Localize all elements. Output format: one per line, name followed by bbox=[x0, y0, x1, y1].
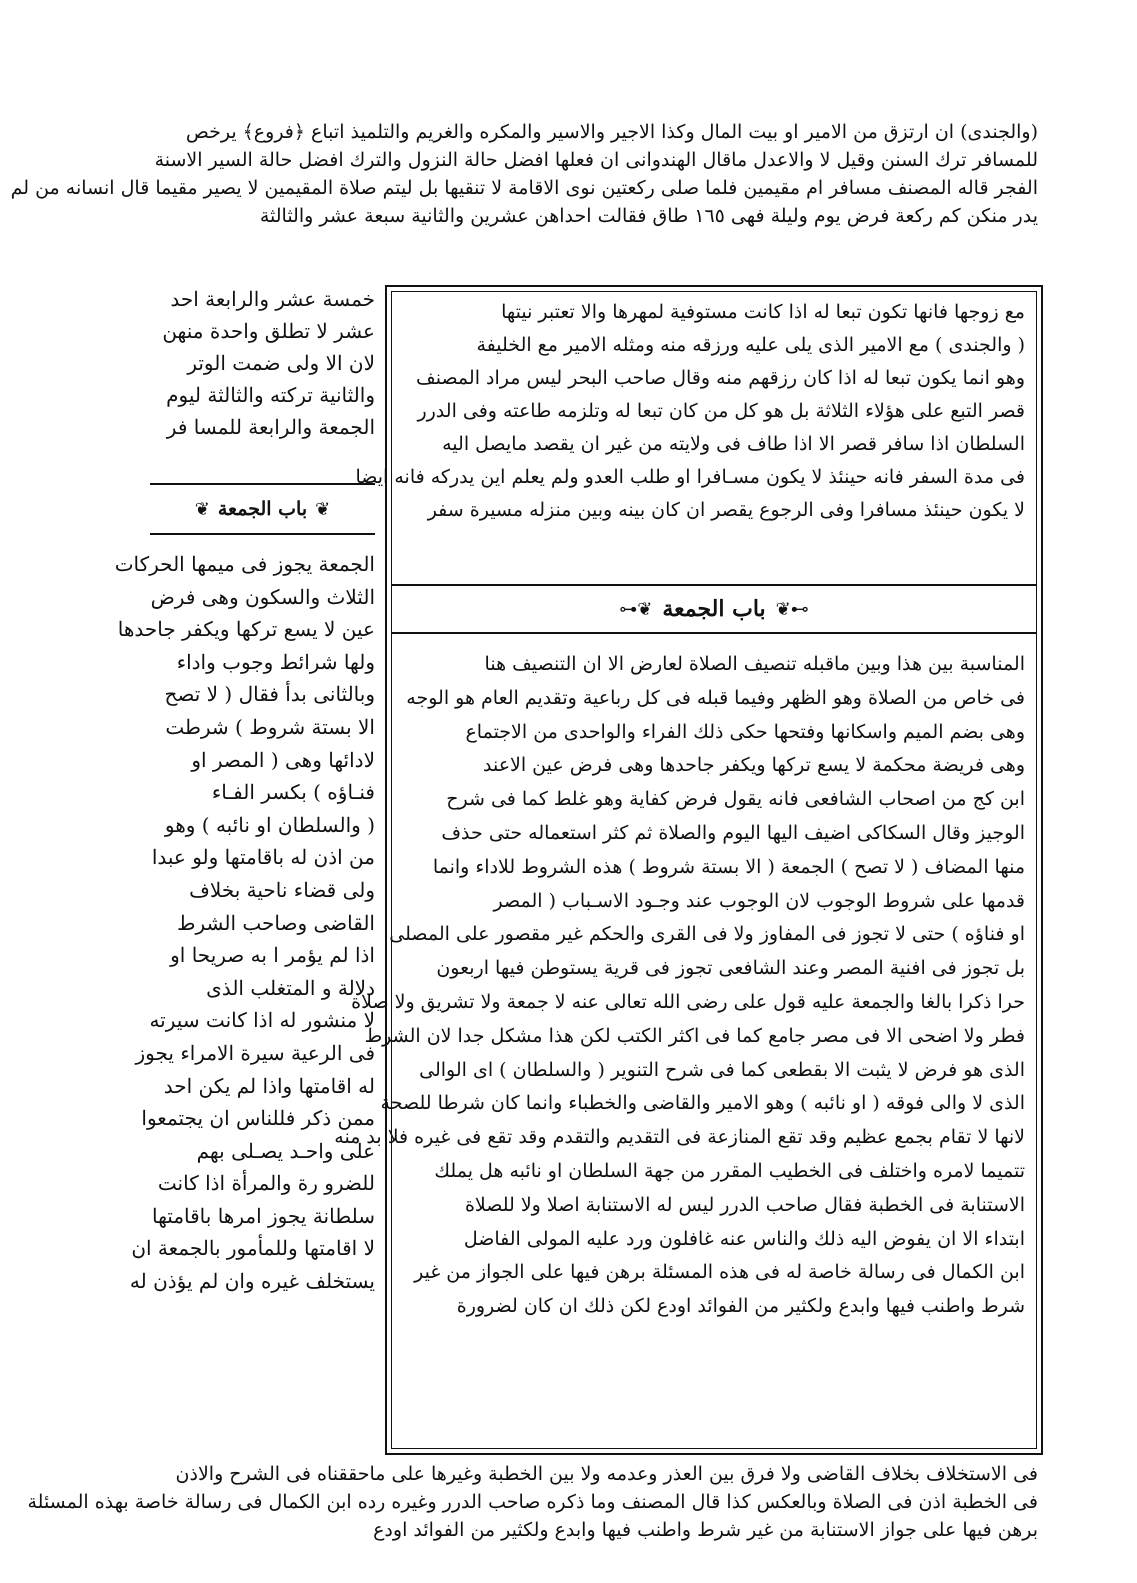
ornament-icon: ❦⊷ bbox=[619, 598, 653, 620]
box-line: الذى هو فرض لا يثبت الا بقطعى كما فى شرح التنوير ( والسلطان ) اى الوالى bbox=[419, 1058, 1025, 1081]
footer-text-block bbox=[27, 1460, 1038, 1544]
header-line: الفجر قاله المصنف مسافر ام مقيمين فلما صلى ركعتين نوى الاقامة لا تنقيها بل ليتم صلاة المقيمين لا يصير مقيما قال انسانه من لم bbox=[10, 177, 1038, 199]
side-line: سلطانة يجوز امرها باقامتها bbox=[151, 1203, 375, 1228]
side-line: خمسة عشر والرابعة احد bbox=[170, 287, 375, 311]
box-line: ابتداء الا ان يفوض اليه ذلك والناس عنه غافلون ورد عليه المولى الفاضل bbox=[463, 1227, 1025, 1250]
box-lower-text bbox=[334, 648, 1025, 1324]
box-line: لانها لا تقام بجمع عظيم وقد تقع المنازعة فى التقديم والتقدم وقد تقع فى غيره فلا بد منه bbox=[334, 1126, 1025, 1149]
box-line: ابن كج من اصحاب الشافعى فانه يقول فرض كفاية وهو غلط كما فى شرح bbox=[446, 788, 1025, 811]
side-line: لادائها وهى ( المصر او bbox=[191, 747, 375, 772]
side-line: يستخلف غيره وان لم يؤذن له bbox=[129, 1269, 375, 1294]
box-line: ابن الكمال فى رسالة خاصة له فى هذه المسئلة برهن فيها على الجواز من غير bbox=[414, 1261, 1025, 1284]
box-line: المناسبة بين هذا وبين ماقبله تنصيف الصلاة لعارض الا ان التنصيف هنا bbox=[484, 653, 1025, 675]
box-line: لا يكون حينئذ مسافرا وفى الرجوع يقصر ان كان بينه وبين منزله مسيرة سفر bbox=[427, 499, 1025, 521]
side-line: والثانية تركته والثالثة ليوم bbox=[166, 383, 375, 407]
header-text-block bbox=[10, 118, 1038, 230]
side-line: له اقامتها واذا لم يكن احد bbox=[163, 1073, 375, 1098]
side-line: لا اقامتها وللمأمور بالجمعة ان bbox=[131, 1236, 375, 1261]
box-line: فى خاص من الصلاة وهو الظهر وفيما قبله فى كل رباعية وتقديم العام هو الوجه bbox=[406, 686, 1025, 709]
side-line: الجمعة يجوز فى ميمها الحركات bbox=[114, 552, 375, 576]
side-column-body bbox=[114, 548, 375, 1298]
box-line: وهى بضم الميم واسكانها وفتحها حكى ذلك الفراء والواحدى من الاجتماع bbox=[465, 720, 1025, 743]
side-line: ولها شرائط وجوب واداء bbox=[176, 649, 375, 674]
box-line: قدمها على شروط الوجوب لان الوجوب عند وجـود الاسـباب ( المصر bbox=[493, 889, 1025, 912]
box-upper-text bbox=[355, 296, 1025, 527]
ornament-icon: ❦ bbox=[194, 498, 210, 520]
side-line: من اذن له باقامتها ولو عبدا bbox=[151, 845, 375, 870]
box-line: حرا ذكرا بالغا والجمعة عليه قول على رضى الله تعالى عنه لا جمعة ولا تشريق ولا صلاة bbox=[351, 990, 1025, 1013]
box-line: وهى فريضة محكمة لا يسع تركها ويكفر جاحدها وهى فرض عين الاعند bbox=[482, 754, 1025, 777]
box-line: فى مدة السفر فانه حينئذ لا يكون مسـافرا او طلب العدو ولم يعلم اين يدركه فانه ايضا bbox=[355, 466, 1025, 488]
side-line: لان الا ولى ضمت الوتر bbox=[187, 351, 375, 375]
box-line: الوجيز وقال السكاكى اضيف اليها اليوم والصلاة ثم كثر استعماله حتى حذف bbox=[441, 821, 1025, 844]
side-line: فنـاؤه ) بكسر الفـاء bbox=[211, 780, 375, 805]
side-line: دلالة و المتغلب الذى bbox=[206, 975, 375, 1000]
ornament-icon: ⊶❦ bbox=[775, 598, 809, 620]
box-line: الاستنابة فى الخطبة فقال صاحب الدرر ليس له الاستنابة اصلا ولا للصلاة bbox=[464, 1193, 1025, 1216]
box-heading-text: باب الجمعة bbox=[662, 596, 766, 622]
side-line: القاضى وصاحب الشرط bbox=[177, 910, 375, 935]
side-line: الا بستة شروط ) شرطت bbox=[165, 714, 375, 739]
box-line: ( والجندى ) مع الامير الذى يلى عليه ورزقه منه ومثله الامير مع الخليفة bbox=[476, 334, 1025, 356]
side-divider bbox=[150, 533, 375, 535]
box-line: منها المضاف ( لا تصح ) الجمعة ( الا بستة شروط ) هذه الشروط للاداء وانما bbox=[432, 855, 1025, 878]
side-line: فى الرعية سيرة الامراء يجوز bbox=[135, 1040, 375, 1065]
box-line: قصر التبع على هؤلاء الثلاثة بل هو كل من كان تبعا له وتلزمه طاعته وفى الدرر bbox=[417, 400, 1025, 422]
header-line: (والجندى) ان ارتزق من الامير او بيت المال وكذا الاجير والاسير والمكره والغريم والتلميذ اتباع ﴿فروع﴾ يرخص bbox=[185, 121, 1038, 143]
side-line: عين لا يسع تركها ويكفر جاحدها bbox=[117, 617, 375, 642]
side-heading-text: باب الجمعة bbox=[217, 498, 308, 520]
side-section-heading bbox=[150, 493, 375, 525]
side-line: ممن ذكر فللناس ان يجتمعوا bbox=[141, 1106, 375, 1131]
box-line: فطر ولا اضحى الا فى مصر جامع كما فى اكثر الكتب لكن هذا مشكل جدا لان الشرط bbox=[364, 1024, 1025, 1047]
header-line: للمسافر ترك السنن وقيل لا والاعدل ماقال الهندوانى ان فعلها افضل حالة النزول والترك افضل حالة السير الاسنة bbox=[154, 149, 1038, 171]
side-line: لا منشور له اذا كانت سيرته bbox=[149, 1008, 375, 1033]
box-line: وهو انما يكون تبعا له اذا كان رزقهم منه وقال صاحب البحر ليس مراد المصنف bbox=[416, 367, 1025, 389]
box-line: الذى لا والى فوقه ( او نائبه ) وهو الامير والقاضى والخطباء وانما كان شرطا للصحة bbox=[380, 1092, 1025, 1115]
side-line: ( والسلطان او نائبه ) وهو bbox=[164, 812, 375, 837]
ornament-icon: ❦ bbox=[315, 498, 331, 520]
side-line: عشر لا تطلق واحدة منهن bbox=[162, 319, 375, 343]
box-line: السلطان اذا سافر قصر الا اذا طاف فى ولايته من غير ان يقصد مايصل اليه bbox=[442, 433, 1025, 455]
box-line: تتميما لامره واختلف فى الخطيب المقرر من جهة السلطان او نائبه هل يملك bbox=[434, 1159, 1025, 1182]
side-line: الثلاث والسكون وهى فرض bbox=[150, 584, 375, 609]
footer-line: فى الاستخلاف بخلاف القاضى ولا فرق بين العذر وعدمه ولا بين الخطبة وغيرها على ماحققناه فى الشرح والاذن bbox=[175, 1463, 1038, 1485]
side-divider bbox=[150, 483, 375, 485]
box-line: مع زوجها فانها تكون تبعا له اذا كانت مستوفية لمهرها والا تعتبر نيتها bbox=[501, 301, 1025, 323]
side-line: ولى قضاء ناحية بخلاف bbox=[189, 877, 375, 902]
side-column-top bbox=[150, 283, 375, 443]
footer-line: برهن فيها على جواز الاستنابة من غير شرط واطنب فيها وابدع ولكثير من الفوائد اودع bbox=[373, 1519, 1038, 1541]
side-line: للضرو رة والمرأة اذا كانت bbox=[157, 1171, 375, 1196]
side-line: وبالثانى بدأ فقال ( لا تصح bbox=[164, 682, 375, 707]
box-line: شرط واطنب فيها وابدع ولكثير من الفوائد اودع لكن ذلك ان كان لضرورة bbox=[456, 1295, 1025, 1318]
box-section-heading bbox=[392, 584, 1036, 634]
side-line: على واحـد يصـلى بهم bbox=[196, 1138, 375, 1163]
footer-line: فى الخطبة اذن فى الصلاة وبالعكس كذا قال المصنف وما ذكره صاحب الدرر وغيره رده ابن الكمال فى رسالة خاصة بهذه المسئلة bbox=[27, 1491, 1038, 1513]
side-line: اذا لم يؤمر ا به صريحا او bbox=[170, 943, 375, 968]
box-line: بل تجوز فى افنية المصر وعند الشافعى تجوز فى قرية يستوطن فيها اربعون bbox=[436, 957, 1025, 980]
side-line: الجمعة والرابعة للمسا فر bbox=[166, 415, 375, 439]
box-line: او فناؤه ) حتى لا تجوز فى المفاوز ولا فى القرى والحكم غير مقصور على المصلى bbox=[389, 923, 1025, 946]
header-line: يدر منكن كم ركعة فرض يوم وليلة فهى ١٦٥ طاق فقالت احداهن عشرين والثانية سبعة عشر والثالثة bbox=[259, 205, 1038, 227]
